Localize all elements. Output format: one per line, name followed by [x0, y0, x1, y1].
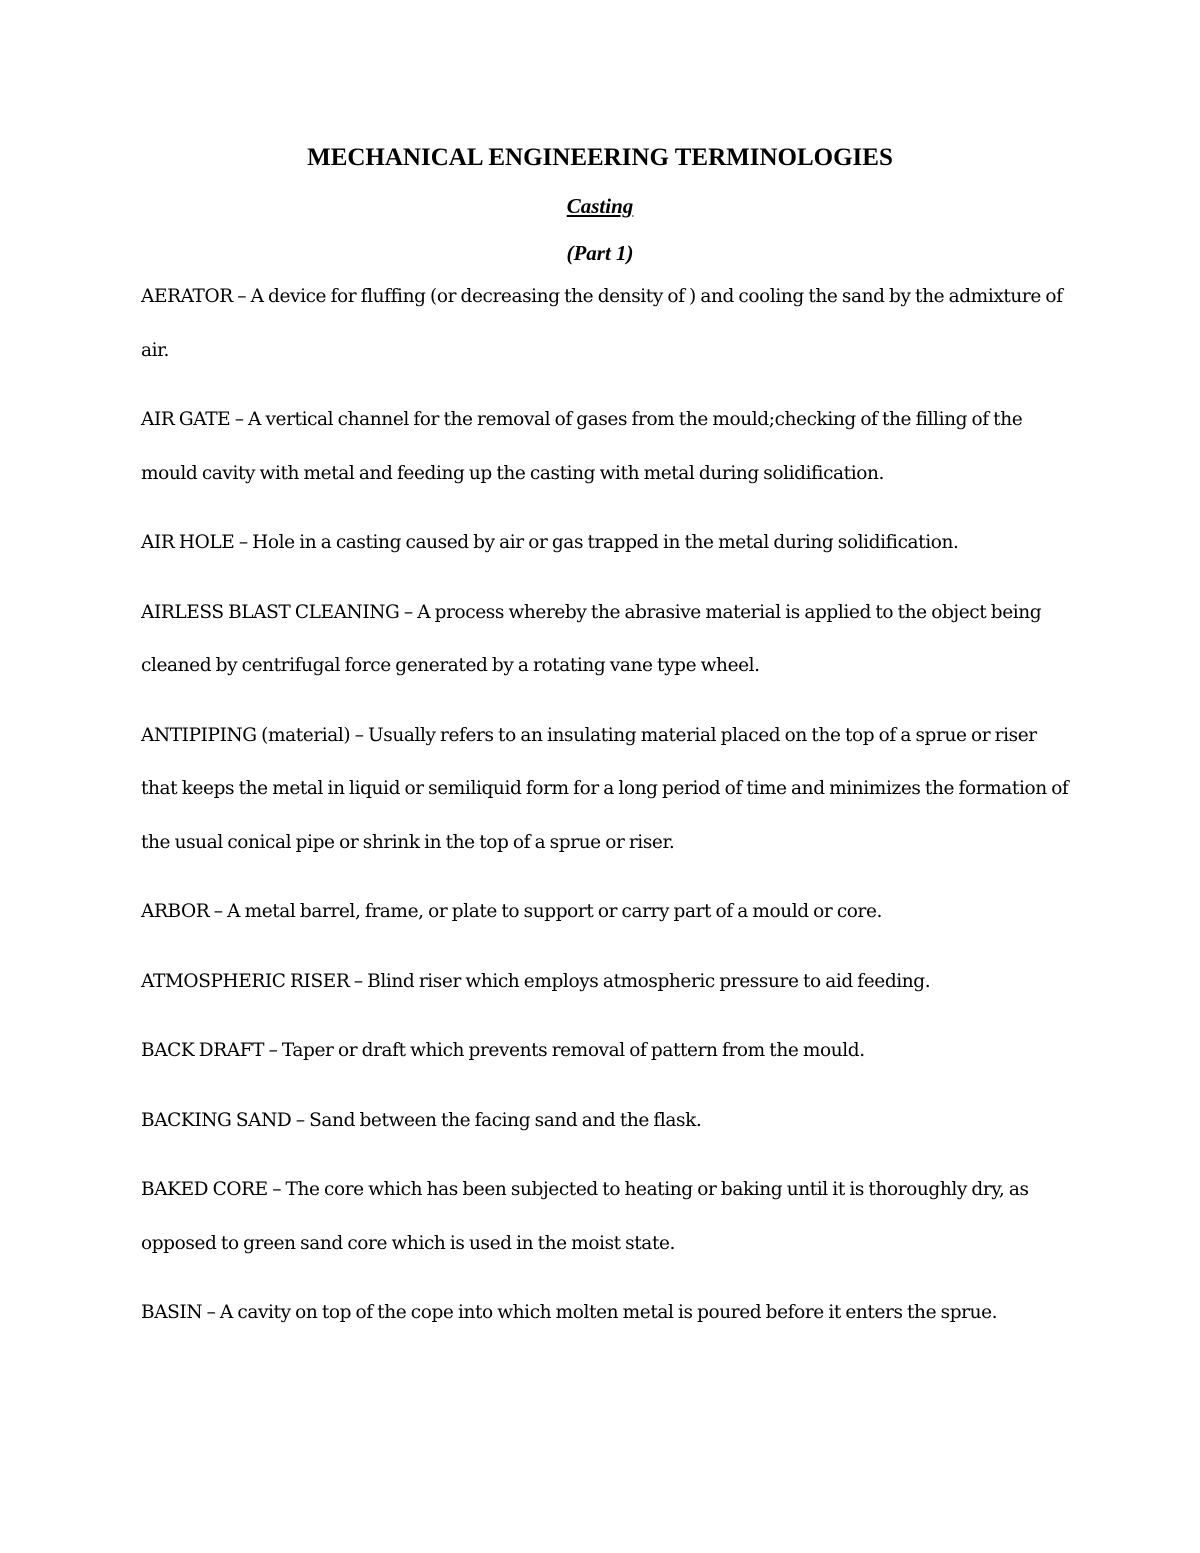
glossary-entry-arbor: ARBOR – A metal barrel, frame, or plate to support or carry part of a mould or core.	[141, 901, 882, 922]
glossary-entry-air-hole: AIR HOLE – Hole in a casting caused by air or gas trapped in the metal during solidification.	[141, 532, 959, 553]
glossary-entry-antipiping: ANTIPIPING (material) – Usually refers to an insulating material placed on the top of a sprue or riser that keeps the metal in liquid or semiliquid form for a long period of time and minimizes the formation of the usual conical pipe or shrink in the top of a sprue or riser.	[141, 724, 1069, 853]
glossary-entry-basin: BASIN – A cavity on top of the cope into which molten metal is poured before it enters the sprue.	[141, 1302, 998, 1323]
glossary-list	[141, 270, 1071, 1356]
document-part-label: (Part 1)	[566, 241, 634, 265]
document-title: MECHANICAL ENGINEERING TERMINOLOGIES	[307, 144, 893, 171]
glossary-entry-back-draft: BACK DRAFT – Taper or draft which prevents removal of pattern from the mould.	[141, 1040, 865, 1061]
glossary-entry-aerator: AERATOR – A device for fluffing (or decreasing the density of ) and cooling the sand by the admixture of air.	[141, 286, 1063, 361]
document-subtitle: Casting	[566, 194, 634, 218]
glossary-entry-airless-blast-cleaning: AIRLESS BLAST CLEANING – A process whereby the abrasive material is applied to the object being cleaned by centrifugal force generated by a rotating vane type wheel.	[141, 601, 1042, 676]
glossary-entry-baked-core: BAKED CORE – The core which has been subjected to heating or baking until it is thoroughly dry, as opposed to green sand core which is used in the moist state.	[141, 1179, 1029, 1254]
glossary-entry-atmospheric-riser: ATMOSPHERIC RISER – Blind riser which employs atmospheric pressure to aid feeding.	[141, 970, 931, 992]
glossary-entry-backing-sand: BACKING SAND – Sand between the facing sand and the flask.	[141, 1109, 702, 1131]
glossary-entry-air-gate: AIR GATE – A vertical channel for the removal of gases from the mould;checking of the filling of the mould cavity with metal and feeding up the casting with metal during solidification.	[141, 409, 1023, 484]
